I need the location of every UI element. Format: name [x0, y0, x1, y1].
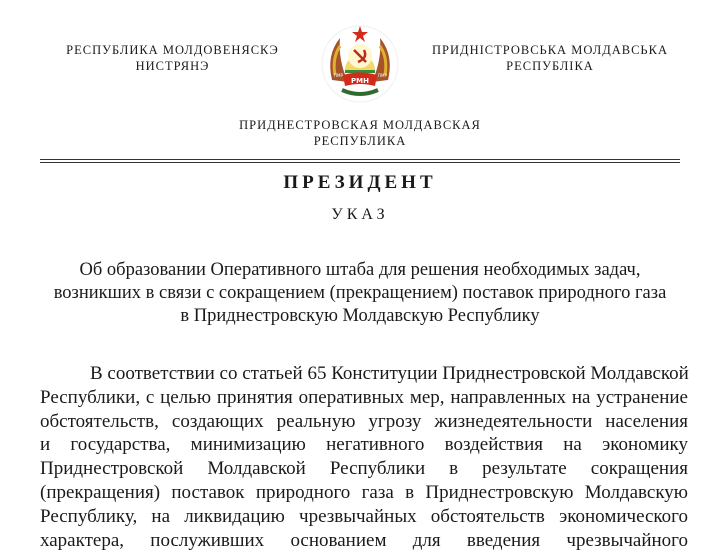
- body-line: и государства, минимизацию негативного воздействия на экономику: [40, 434, 688, 456]
- document-type: УКАЗ: [331, 206, 389, 223]
- emblem-ribbon-left: ПМР: [334, 73, 343, 78]
- body-line: В соответствии со статьей 65 Конституции Приднестровской Молдавской: [90, 363, 689, 384]
- state-emblem-icon: [318, 20, 402, 104]
- header-russian-line1: ПРИДНЕСТРОВСКАЯ МОЛДАВСКАЯ: [239, 118, 481, 132]
- header-moldovan-line1: РЕСПУБЛИКА МОЛДОВЕНЯСКЭ: [66, 43, 279, 57]
- body-line: (прекращения) поставок природного газа в Приднестровскую Молдавскую: [40, 481, 688, 503]
- divider-bottom: [40, 162, 680, 163]
- title-line: в Приднестровскую Молдавскую Республику: [180, 306, 540, 326]
- decree-body: [40, 362, 688, 552]
- emblem-ribbon-right: ПМР: [378, 73, 387, 78]
- header-moldovan-line2: НИСТРЯНЭ: [135, 59, 210, 73]
- emblem-text: РМН: [351, 77, 369, 85]
- header-russian-line2: РЕСПУБЛИКА: [313, 134, 407, 148]
- body-line: Республику, на ликвидацию чрезвычайных обстоятельств экономического: [40, 505, 688, 527]
- header-ukrainian-line2: РЕСПУБЛІКА: [506, 59, 594, 73]
- body-line: Приднестровской Молдавской Республики в результате сокращения: [40, 458, 688, 480]
- title-line: Об образовании Оперативного штаба для решения необходимых задач,: [79, 260, 641, 280]
- title-line: возникших в связи с сокращением (прекращением) поставок природного газа: [53, 283, 667, 303]
- body-line: Республики, с целью принятия оперативных мер, направленных на устранение: [40, 386, 688, 408]
- decree-title: [40, 259, 680, 328]
- header-ukrainian-line1: ПРИДНІСТРОВСЬКА МОЛДАВСЬКА: [432, 43, 668, 57]
- header-moldovan: [60, 42, 285, 74]
- heading-president: ПРЕЗИДЕНТ: [283, 172, 437, 193]
- header-russian: [210, 117, 510, 149]
- body-line: характера, послуживших основанием для введения чрезвычайного: [40, 529, 688, 551]
- body-line: обстоятельств, создающих реальную угрозу жизнедеятельности населения: [40, 410, 688, 432]
- header-ukrainian: [420, 42, 680, 74]
- divider-top: [40, 159, 680, 160]
